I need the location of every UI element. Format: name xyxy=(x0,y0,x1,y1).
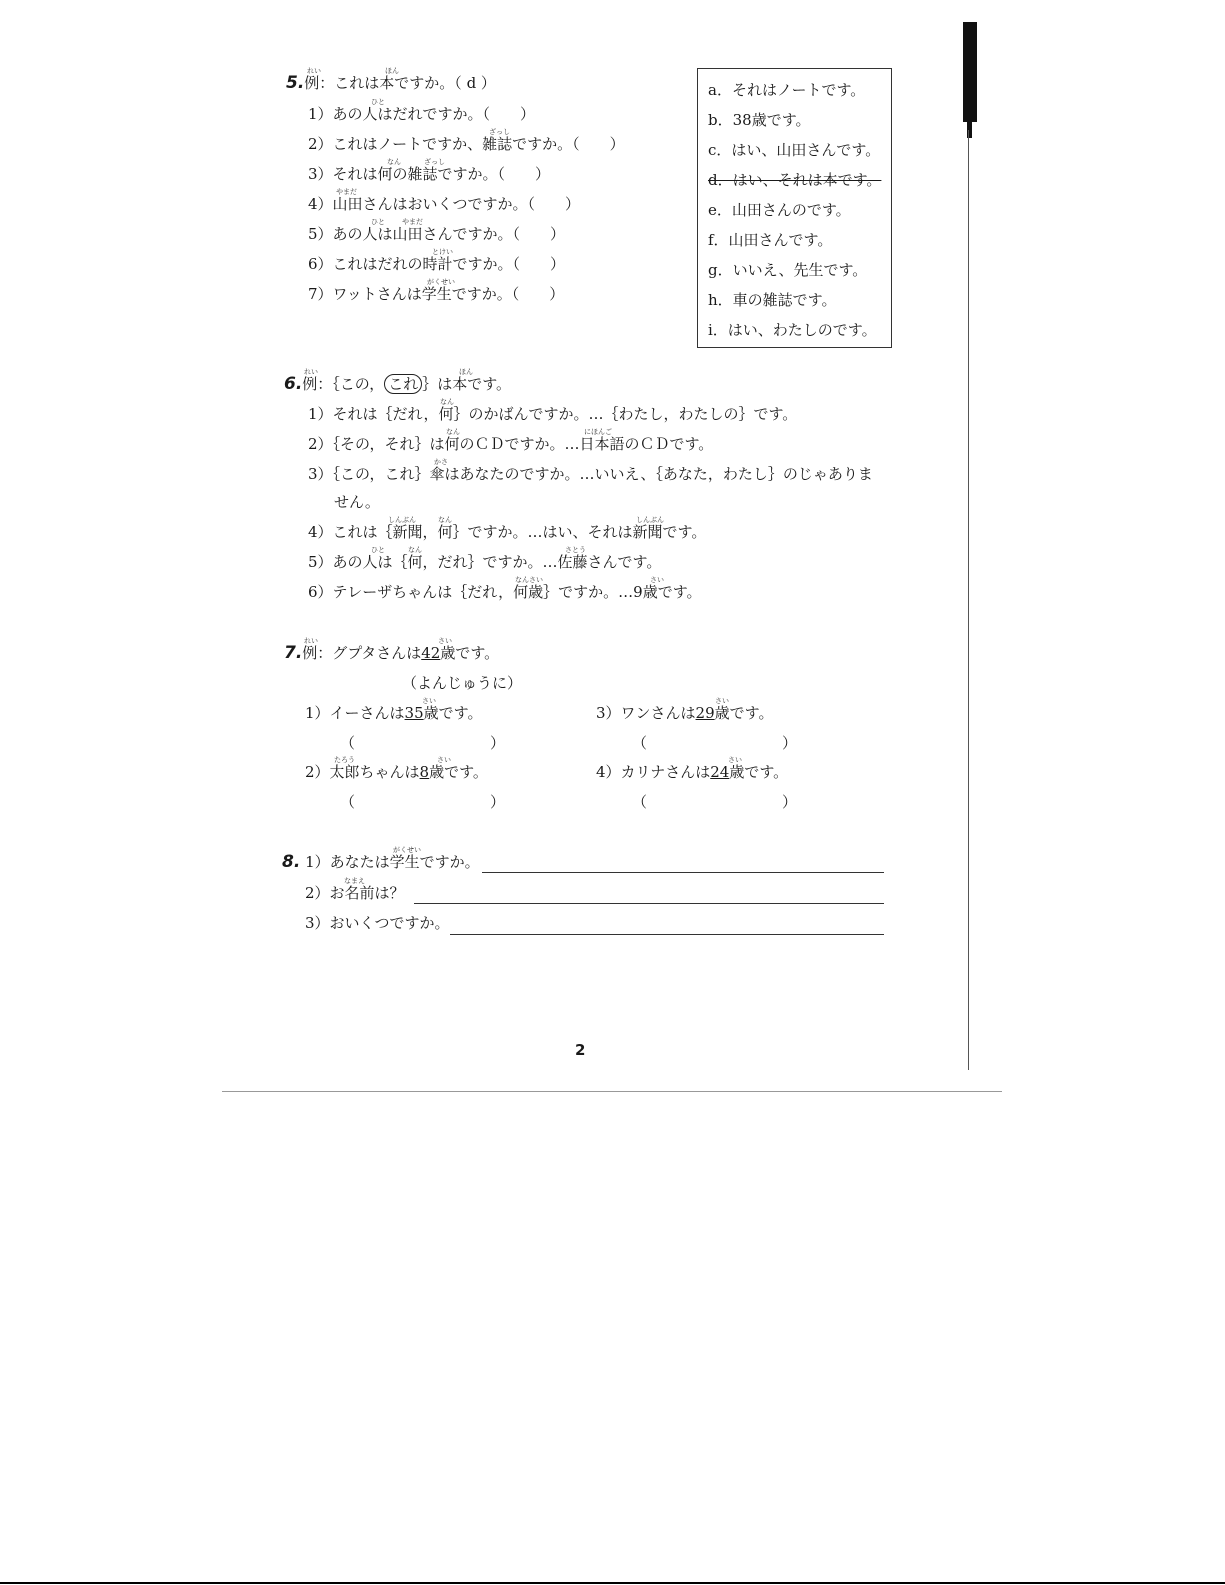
s7-paren-close: ） xyxy=(782,734,798,752)
s7-item-number: 8 xyxy=(419,763,430,781)
s5-item-1: 1）あの人はだれですか。（ ） xyxy=(308,105,536,123)
s6-item-5: 5）あの人は｛何，だれ｝ですか。…佐藤さんです。 xyxy=(308,553,662,571)
s6-example-a: 例：｛この， xyxy=(302,375,385,393)
s6-item-4: 4）これは｛新聞，何｝ですか。…はい、それは新聞です。 xyxy=(308,523,707,541)
choice-b: b．38歳です。 xyxy=(708,111,811,129)
s8-item-3: 3）おいくつですか。 xyxy=(305,914,450,932)
s7-paren-close: ） xyxy=(490,793,506,811)
ruby: かさ xyxy=(434,458,448,466)
s7-item-text: 歳です。 xyxy=(714,704,774,722)
choice-e: e．山田さんのです。 xyxy=(708,201,851,219)
s6-example xyxy=(284,374,511,394)
s7-item-1 xyxy=(305,703,482,723)
s5-choice-box xyxy=(697,68,892,348)
ruby: れい xyxy=(304,637,318,645)
s7-paren-close: ） xyxy=(490,734,506,752)
ruby: ひと xyxy=(371,98,385,106)
s5-number: 5. xyxy=(286,73,305,93)
s7-example-b: 歳です。 xyxy=(440,644,500,662)
choice-a: a．それはノートです。 xyxy=(708,81,866,99)
s7-item-text: 歳です。 xyxy=(429,763,488,781)
ruby: ほん xyxy=(385,67,399,75)
s5-item-6: 6）これはだれの時計ですか。（ ） xyxy=(308,255,566,273)
ruby: さい xyxy=(438,637,452,645)
s7-item-text: 2）太郎ちゃんは xyxy=(305,763,420,781)
ruby: がくせい xyxy=(427,278,455,286)
choice-f: f．山田さんです。 xyxy=(708,231,833,249)
choice-h: h．車の雑誌です。 xyxy=(708,291,837,309)
ruby: しんぶん xyxy=(388,516,416,524)
s8-answer-line-2[interactable] xyxy=(414,903,884,904)
page-number: 2 xyxy=(575,1041,586,1059)
choice-c: c．はい、山田さんです。 xyxy=(708,141,881,159)
s8-answer-line-3[interactable] xyxy=(450,934,884,935)
s7-item-text: 4）カリナさんは xyxy=(596,763,711,781)
s6-item-3: 3）｛この，これ｝傘はあなたのですか。…いいえ、｛あなた，わたし｝のじゃありま xyxy=(308,465,873,483)
s7-paren-open: （ xyxy=(340,734,356,752)
s5-item-2: 2）これはノートですか、雑誌ですか。（ ） xyxy=(308,135,625,153)
s7-item-text: 3）ワンさんは xyxy=(596,704,696,722)
ruby: さい xyxy=(650,576,664,584)
ruby: なん xyxy=(440,398,454,406)
ruby: にほんご xyxy=(584,428,612,436)
s5-item-4: 4）山田さんはおいくつですか。（ ） xyxy=(308,195,581,213)
ruby: ひと xyxy=(371,546,385,554)
ruby: なまえ xyxy=(344,877,365,885)
s7-item-4 xyxy=(596,762,788,782)
s8-item-2: 2）お名前は？ xyxy=(305,884,405,902)
ruby: がくせい xyxy=(393,846,421,854)
s7-item-3 xyxy=(596,703,773,723)
s7-example-number: 42 xyxy=(421,644,441,662)
s8-answer-line-1[interactable] xyxy=(482,872,884,873)
choice-g: g．いいえ、先生です。 xyxy=(708,261,868,279)
s7-item-number: 29 xyxy=(695,704,715,722)
ruby: さい xyxy=(437,756,451,764)
choice-i: i．はい、わたしのです。 xyxy=(708,321,877,339)
ruby: ひと xyxy=(371,218,385,226)
page-edge-line xyxy=(968,130,969,1070)
ruby: ざっし xyxy=(489,128,510,136)
s7-example xyxy=(284,643,499,663)
ruby: ざっし xyxy=(424,158,445,166)
s8-number: 8. xyxy=(282,852,301,872)
page-edge-bar xyxy=(963,22,977,122)
s7-item-text: 歳です。 xyxy=(729,763,789,781)
choice-d: d．はい、それは本です。 xyxy=(708,171,882,189)
ruby: さい xyxy=(728,756,742,764)
ruby: しんぶん xyxy=(636,516,664,524)
s7-example-a: 例：グプタさんは xyxy=(302,644,422,662)
ruby: たろう xyxy=(334,756,355,764)
ruby: やまだ xyxy=(336,188,357,196)
s5-example xyxy=(286,73,496,93)
s7-paren-open: （ xyxy=(340,793,356,811)
s6-number: 6. xyxy=(284,374,303,394)
ruby: さい xyxy=(715,697,729,705)
s5-example-text: 例：これは本ですか。（ d ） xyxy=(304,74,496,92)
s6-item-3-cont: せん。 xyxy=(334,493,380,511)
s5-item-5: 5）あの人は山田さんですか。（ ） xyxy=(308,225,566,243)
s6-example-circled: これ xyxy=(384,374,422,394)
ruby: ほん xyxy=(459,368,473,376)
scan-footer-line xyxy=(0,1582,1225,1584)
s8-item-1 xyxy=(282,852,480,872)
s6-item-6: 6）テレーザちゃんは｛だれ，何歳｝ですか。…9歳です。 xyxy=(308,583,702,601)
s7-paren-open: （ xyxy=(632,734,648,752)
s7-item-number: 35 xyxy=(404,704,424,722)
page-bottom-divider xyxy=(222,1091,1002,1092)
s7-example-reading: （よんじゅうに） xyxy=(402,674,523,692)
s6-item-2: 2）｛その，それ｝は何のＣＤですか。…日本語のＣＤです。 xyxy=(308,435,714,453)
s7-item-text: 歳です。 xyxy=(423,704,483,722)
s7-item-number: 24 xyxy=(710,763,730,781)
s8-question: 1）あなたは学生ですか。 xyxy=(305,853,480,871)
ruby: とけい xyxy=(432,248,453,256)
ruby: さい xyxy=(422,697,436,705)
s7-item-text: 1）イーさんは xyxy=(305,704,405,722)
s5-item-7: 7）ワットさんは学生ですか。（ ） xyxy=(308,285,565,303)
ruby: れい xyxy=(307,67,321,75)
s6-item-1: 1）それは｛だれ，何｝のかばんですか。…｛わたし，わたしの｝です。 xyxy=(308,405,798,423)
ruby: なん xyxy=(387,158,401,166)
ruby: なん xyxy=(446,428,460,436)
ruby: れい xyxy=(304,368,318,376)
ruby: なんさい xyxy=(515,576,543,584)
ruby: やまだ xyxy=(402,218,423,226)
s5-item-3: 3）それは何の雑誌ですか。（ ） xyxy=(308,165,551,183)
s7-paren-close: ） xyxy=(782,793,798,811)
s7-paren-open: （ xyxy=(632,793,648,811)
s6-example-b: ｝は本です。 xyxy=(422,375,512,393)
s7-number: 7. xyxy=(284,643,303,663)
ruby: さとう xyxy=(565,546,586,554)
ruby: なん xyxy=(408,546,422,554)
s7-item-2 xyxy=(305,762,488,782)
ruby: なん xyxy=(438,516,452,524)
